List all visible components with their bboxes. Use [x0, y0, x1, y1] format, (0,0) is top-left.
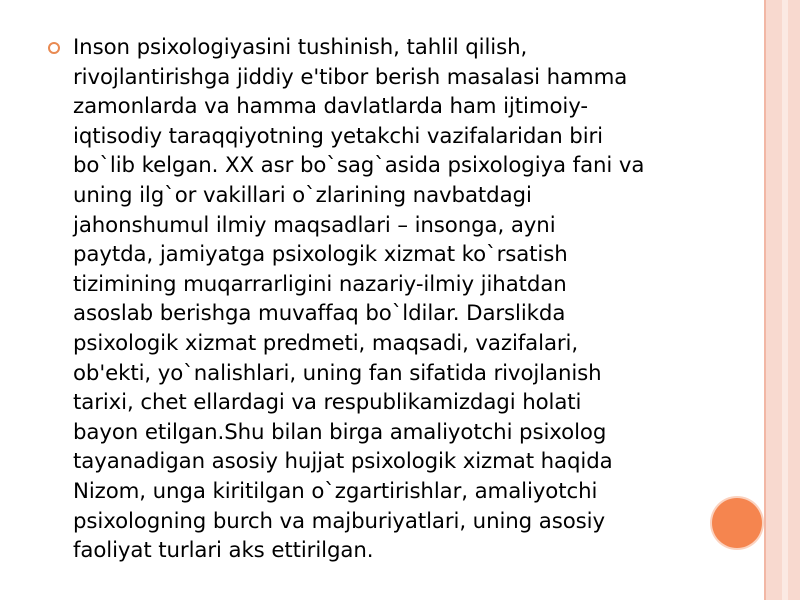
paragraph-line: faoliyat turlari aks ettirilgan. — [73, 538, 374, 564]
paragraph-line: asoslab berishga muvaffaq bo`ldilar. Darslikda — [73, 301, 566, 327]
paragraph-line: bayon etilgan.Shu bilan birga amaliyotchi psixolog — [73, 419, 607, 445]
paragraph-line: jahonshumul ilmiy maqsadlari – insonga, ayni — [73, 212, 556, 238]
paragraph-line: tizimining muqarrarligini nazariy-ilmiy jihatdan — [73, 271, 567, 297]
paragraph-line: Inson psixologiyasini tushinish, tahlil qilish, — [73, 35, 528, 60]
slide-content — [48, 33, 688, 566]
paragraph-line: paytda, jamiyatga psixologik xizmat ko`rsatish — [73, 242, 568, 268]
orange-circle-decoration — [712, 498, 762, 548]
paragraph-line: Nizom, unga kiritilgan o`zgartirishlar, amaliyotchi — [73, 478, 598, 504]
paragraph-line: uning ilg`or vakillari o`zlarining navbatdagi — [73, 182, 532, 208]
paragraph-line: iqtisodiy taraqqiyotning yetakchi vazifalaridan biri — [73, 123, 603, 149]
paragraph-line: ob'ekti, yo`nalishlari, uning fan sifatida rivojlanish — [73, 360, 602, 386]
paragraph-line: tayanadigan asosiy hujjat psixologik xizmat haqida — [73, 449, 613, 475]
paragraph-line: zamonlarda va hamma davlatlarda ham ijtimoiy- — [73, 94, 588, 120]
paragraph-line: psixologning burch va majburiyatlari, uning asosiy — [73, 508, 605, 534]
paragraph-line: rivojlantirishga jiddiy e'tibor berish masalasi hamma — [73, 64, 628, 90]
right-band-highlight — [782, 0, 788, 600]
paragraph-line: tarixi, chet ellardagi va respublikamizdagi holati — [73, 390, 582, 416]
hollow-circle-bullet-icon — [48, 42, 60, 54]
paragraph-line: psixologik xizmat predmeti, maqsadi, vazifalari, — [73, 330, 579, 356]
paragraph-line: bo`lib kelgan. XX asr bo`sag`asida psixologiya fani va — [73, 153, 645, 179]
paragraph-text — [73, 33, 644, 566]
bullet-item — [48, 33, 688, 566]
